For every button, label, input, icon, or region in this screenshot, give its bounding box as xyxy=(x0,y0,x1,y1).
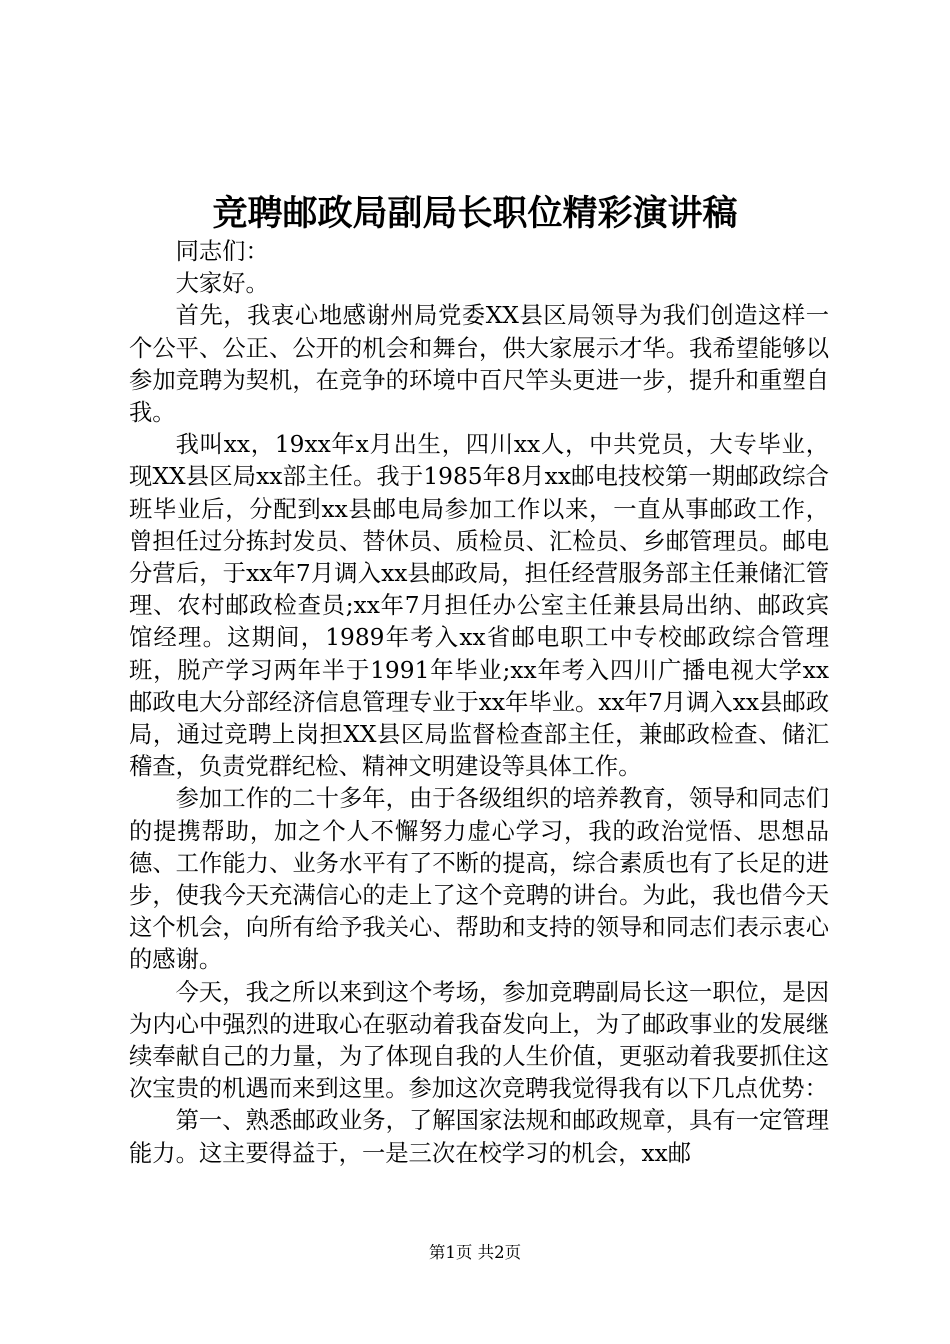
paragraph-greeting: 同志们： xyxy=(175,238,269,265)
document-title: 竞聘邮政局副局长职位精彩演讲稿 xyxy=(212,193,738,234)
page-footer: 第1页 共2页 xyxy=(428,1243,522,1262)
paragraph-advantage-one: 第一、熟悉邮政业务，了解国家法规和邮政规章，具有一定管理能力。这主要得益于，一是三次在校学习的机会，xx邮 xyxy=(129,1107,829,1167)
paragraph-hello: 大家好。 xyxy=(175,270,269,298)
paragraph-growth: 参加工作的二十多年，由于各级组织的培养教育，领导和同志们的提携帮助，加之个人不懈努力虚心学习，我的政治觉悟、思想品德、工作能力、业务水平有了不断的提高，综合素质也有了长足的进步，使我今天充满信心的走上了这个竞聘的讲台。为此，我也借今天这个机会，向所有给予我关心、帮助和支持的领导和同志们表示衷心的感谢。 xyxy=(129,785,829,974)
paragraph-thanks: 首先，我衷心地感谢州局党委XX县区局领导为我们创造这样一个公平、公正、公开的机会和舞台，供大家展示才华。我希望能够以参加竞聘为契机，在竞争的环境中百尺竿头更进一步，提升和重塑自我。 xyxy=(129,302,829,427)
document-body xyxy=(129,236,829,1170)
paragraph-motivation: 今天，我之所以来到这个考场，参加竞聘副局长这一职位，是因为内心中强烈的进取心在驱动着我奋发向上，为了邮政事业的发展继续奉献自己的力量，为了体现自我的人生价值，更驱动着我要抓住这次宝贵的机遇而来到这里。参加这次竞聘我觉得我有以下几点优势： xyxy=(129,978,829,1103)
paragraph-self-introduction: 我叫xx，19xx年x月出生，四川xx人，中共党员，大专毕业，现XX县区局xx部主任。我于1985年8月xx邮电技校第一期邮政综合班毕业后，分配到xx县邮电局参加工作以来，一直从事邮政工作，曾担任过分拣封发员、替休员、质检员、汇检员、乡邮管理员。邮电分营后，于xx年7月调入xx县邮政局，担任经营服务部主任兼储汇管理、农村邮政检查员;xx年7月担任办公室主任兼县局出纳、邮政宾馆经理。这期间，1989年考入xx省邮电职工中专校邮政综合管理班，脱产学习两年半于1991年毕业;xx年考入四川广播电视大学xx邮政电大分部经济信息管理专业于xx年毕业。xx年7月调入xx县邮政局，通过竞聘上岗担XX县区局监督检查部主任，兼邮政检查、储汇稽查，负责党群纪检、精神文明建设等具体工作。 xyxy=(129,431,829,781)
